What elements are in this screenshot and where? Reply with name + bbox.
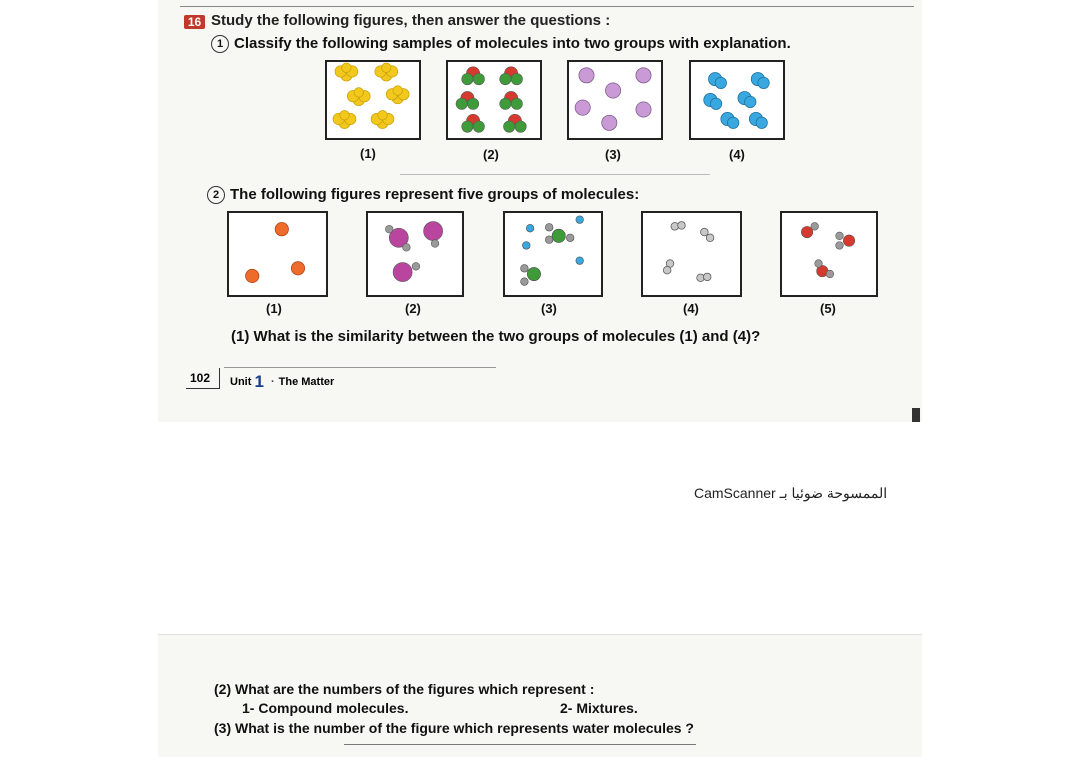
part2-figure-2 [366, 211, 464, 297]
part2-prompt [207, 186, 639, 204]
part1-marker: 1 [211, 35, 229, 53]
footer-unit-title: The Matter [278, 376, 335, 388]
footer-separator: · [270, 376, 275, 388]
footer-underline [186, 388, 220, 389]
part1-figure-4 [689, 60, 785, 140]
page2-question-3: (3) What is the number of the figure which represents water molecules ? [214, 720, 694, 736]
mixed-molecules-image [505, 213, 601, 295]
camscanner-watermark: CamScanner الممسوحة ضوئيا بـ [694, 485, 888, 501]
answer-rule [400, 174, 710, 175]
part1-label-3: (3) [605, 147, 621, 162]
yellow-cluster-atoms-image [327, 62, 419, 138]
footer-unit-word: Unit [230, 376, 252, 388]
part2-figure-1 [227, 211, 328, 297]
page2-option-1: 1- Compound molecules. [242, 700, 409, 716]
part2-label-2: (2) [405, 301, 421, 316]
page2-answer-rule [344, 744, 696, 745]
part1-prompt [211, 35, 791, 53]
part2-figure-3 [503, 211, 603, 297]
page2-question-2: (2) What are the numbers of the figures which represent : [214, 681, 595, 697]
part2-figure-4 [641, 211, 742, 297]
part2-label-3: (3) [541, 301, 557, 316]
part2-label-1: (1) [266, 301, 282, 316]
part2-label-4: (4) [683, 301, 699, 316]
page-edge-mark [912, 408, 920, 422]
part2-marker: 2 [207, 186, 225, 204]
footer-unit-number: 1 [254, 372, 264, 391]
footer-divider [219, 368, 220, 388]
part1-label-2: (2) [483, 147, 499, 162]
orange-atoms-image [229, 213, 326, 295]
part1-label-4: (4) [729, 147, 745, 162]
question-title: Study the following figures, then answer the questions : [211, 12, 611, 29]
footer-rule [224, 367, 496, 368]
red-green-compound-image [448, 62, 540, 138]
blue-molecules-image [691, 62, 783, 138]
footer-unit [230, 372, 334, 392]
magenta-gray-molecules-image [368, 213, 462, 295]
part1-figure-2 [446, 60, 542, 140]
top-rule [180, 6, 914, 7]
part1-label-1: (1) [360, 146, 376, 161]
page-number: 102 [190, 371, 211, 385]
part1-figure-3 [567, 60, 663, 140]
part2-question-1: (1) What is the similarity between the two groups of molecules (1) and (4)? [231, 328, 761, 345]
part2-label-5: (5) [820, 301, 836, 316]
part2-text: The following figures represent five groups of molecules: [230, 186, 640, 203]
part1-figure-1 [325, 60, 421, 140]
gray-diatomic-image [643, 213, 740, 295]
red-gray-molecules-image [782, 213, 876, 295]
part2-figure-5 [780, 211, 878, 297]
page2-option-2: 2- Mixtures. [560, 700, 638, 716]
part1-text: Classify the following samples of molecules into two groups with explanation. [234, 35, 791, 52]
purple-atoms-image [569, 62, 661, 138]
question-number-badge: 16 [184, 15, 205, 29]
